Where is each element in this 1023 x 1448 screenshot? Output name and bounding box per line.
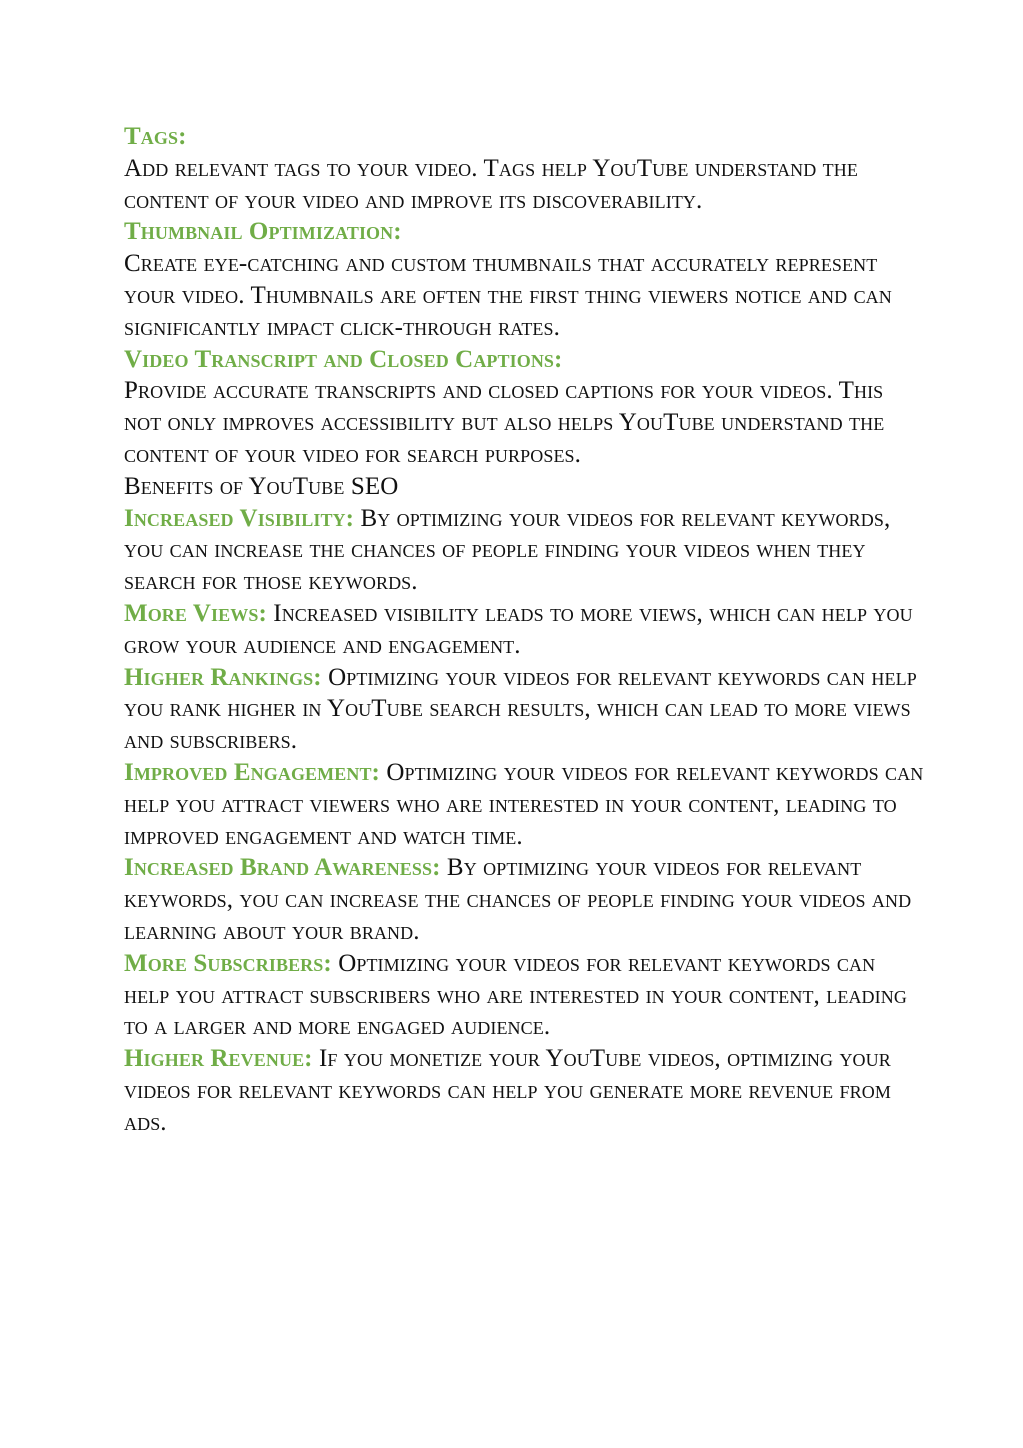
benefit-text: Optimizing your videos for relevant keywords can help you rank higher in YouTube search results, which can lead to more views and subscribers. xyxy=(124,663,917,755)
section-body-thumbnail: Create eye-catching and custom thumbnails that accurately represent your video. Thumbnails are often the first thing viewers notice and can significantly impact click-through rates. xyxy=(124,250,892,341)
benefit-item xyxy=(124,598,924,662)
benefit-label: More Subscribers: xyxy=(124,949,332,977)
section-body-transcript: Provide accurate transcripts and closed captions for your videos. This not only improves accessibility but also helps YouTube understand the content of your video for search purposes. xyxy=(124,377,885,468)
benefit-label: Increased Visibility: xyxy=(124,504,355,532)
benefit-item xyxy=(124,852,924,947)
section-heading-tags: Tags: xyxy=(124,123,187,150)
benefit-text: Optimizing your videos for relevant keywords can help you attract viewers who are interested in your content, leading to improved engagement and watch time. xyxy=(124,758,924,850)
benefit-item xyxy=(124,1043,924,1138)
benefit-label: Higher Revenue: xyxy=(124,1045,313,1073)
benefits-title: Benefits of YouTube SEO xyxy=(124,472,399,500)
section-heading-transcript: Video Transcript and Closed Captions: xyxy=(124,345,563,373)
section-body-tags: Add relevant tags to your video. Tags help YouTube understand the content of your video and improve its discoverability. xyxy=(124,154,858,214)
benefit-text: By optimizing your videos for relevant keywords, you can increase the chances of people finding your videos and learning about your brand. xyxy=(124,854,912,945)
benefit-item xyxy=(124,757,924,852)
document-page xyxy=(124,121,924,1139)
benefit-label: More Views: xyxy=(124,599,267,627)
benefit-item xyxy=(124,948,924,1043)
section-heading-thumbnail: Thumbnail Optimization: xyxy=(124,218,402,246)
benefit-text: Optimizing your videos for relevant keywords can help you attract subscribers who are interested in your content, leading to a larger and more engaged audience. xyxy=(124,949,907,1041)
benefit-text: If you monetize your YouTube videos, optimizing your videos for relevant keywords can help you generate more revenue from ads. xyxy=(124,1045,891,1136)
benefit-label: Improved Engagement: xyxy=(124,758,380,786)
benefit-text: Increased visibility leads to more views, which can help you grow your audience and engagement. xyxy=(124,599,913,659)
benefit-item xyxy=(124,662,924,757)
benefit-label: Higher Rankings: xyxy=(124,663,322,691)
benefit-text: By optimizing your videos for relevant keywords, you can increase the chances of people finding your videos when they search for those keywords. xyxy=(124,504,891,596)
benefit-item xyxy=(124,503,924,598)
benefit-label: Increased Brand Awareness: xyxy=(124,854,441,882)
